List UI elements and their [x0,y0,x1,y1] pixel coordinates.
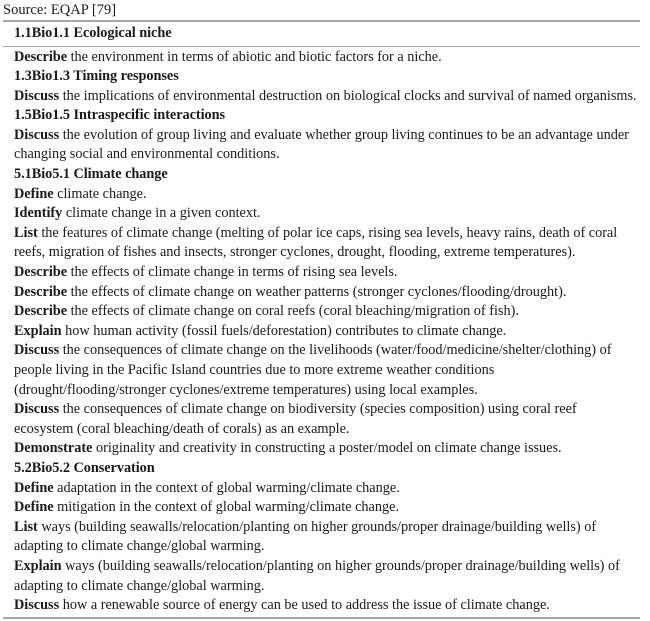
learning-outcome [14,322,637,342]
section-heading: 1.5Bio1.5 Intraspecific interactions [14,107,226,124]
outcome-verb: Demonstrate [14,440,93,457]
learning-outcome [14,400,637,439]
outcome-verb: Identify [14,205,63,222]
learning-outcome [14,518,637,557]
learning-outcome [14,596,637,616]
outcome-verb: Explain [14,557,62,574]
table-header-cell [3,21,640,46]
table-body-cell [3,46,640,618]
learning-outcome [14,341,637,400]
table-body [3,21,640,618]
outcome-text: ways (building seawalls/relocation/planting on higher grounds/proper drainage/building wells) of adapting to climate change/global warming. [14,557,620,594]
learning-outcome [14,498,637,518]
outcome-text: climate change in a given context. [62,205,261,222]
learning-outcome [14,263,637,283]
learning-outcome [14,302,637,322]
outcome-verb: Discuss [14,401,60,418]
learning-outcomes-table [3,20,640,619]
learning-outcome [14,439,637,459]
outcome-verb: Discuss [14,87,60,104]
outcome-verb: Explain [14,322,62,339]
outcome-text: the effects of climate change in terms of rising sea levels. [67,264,398,281]
outcome-verb: Discuss [14,342,60,359]
outcome-verb: List [14,518,38,535]
outcome-verb: Describe [14,283,68,300]
sections-container [14,48,637,616]
outcome-text: originality and creativity in constructing a poster/model on climate change issues. [92,440,562,457]
outcome-verb: Describe [14,264,68,281]
outcome-verb: Define [14,479,54,496]
section-heading: 5.1Bio5.1 Climate change [14,166,168,183]
outcome-text: the environment in terms of abiotic and biotic factors for a niche. [67,48,442,65]
learning-outcome [14,283,637,303]
strand-title: 1.1Bio1.1 Ecological niche [14,25,172,41]
outcome-text: the evolution of group living and evaluate whether group living continues to be an advantage under changing social and environmental conditions. [14,126,629,163]
learning-outcome [14,557,637,596]
learning-outcome [14,48,637,68]
learning-outcome [14,185,637,205]
outcome-text: the implications of environmental destruction on biological clocks and survival of named organisms. [59,87,637,104]
learning-outcome [14,126,637,165]
table-row [3,46,640,618]
outcome-text: ways (building seawalls/relocation/planting on higher grounds/proper drainage/building wells) of adapting to climate change/global warming. [14,518,597,555]
outcome-text: the consequences of climate change on biodiversity (species composition) using coral reef ecosystem (coral bleaching/death of corals) as an example. [14,401,577,437]
section-heading: 1.3Bio1.3 Timing responses [14,68,179,85]
learning-outcome [14,87,637,107]
learning-outcome [14,479,637,499]
learning-outcome [14,204,637,224]
outcome-verb: Discuss [14,597,60,614]
section-heading: 5.2Bio5.2 Conservation [14,459,155,476]
outcome-text: the consequences of climate change on the livelihoods (water/food/medicine/shelter/clothing) of people living in the Pacific Island countries due to more extreme weather conditions (drought/flooding/stronger cyclones/extreme temperatures) using local examples. [14,342,612,398]
outcome-text: how a renewable source of energy can be used to address the issue of climate change. [59,597,550,614]
outcome-verb: List [14,224,38,241]
outcome-text: the effects of climate change on weather patterns (stronger cyclones/flooding/drought). [67,283,567,300]
table-header-row [3,21,640,46]
outcome-verb: Define [14,499,54,516]
outcome-verb: Describe [14,48,68,65]
learning-outcome [14,224,637,263]
outcome-verb: Define [14,185,54,202]
outcome-text: adaptation in the context of global warming/climate change. [53,479,400,496]
outcome-verb: Discuss [14,126,60,143]
outcome-verb: Describe [14,303,68,320]
outcome-text: the effects of climate change on coral reefs (coral bleaching/migration of fish). [67,303,519,320]
outcome-text: mitigation in the context of global warming/climate change. [53,499,399,516]
outcome-text: how human activity (fossil fuels/deforestation) contributes to climate change. [61,322,507,339]
outcome-text: the features of climate change (melting of polar ice caps, rising sea levels, heavy rains, death of coral reefs, migration of fishes and insects, stronger cyclones, drought, flooding, extreme temperatures). [14,224,618,261]
source-caption: Source: EQAP [79] [3,2,117,18]
outcome-text: climate change. [53,185,147,202]
